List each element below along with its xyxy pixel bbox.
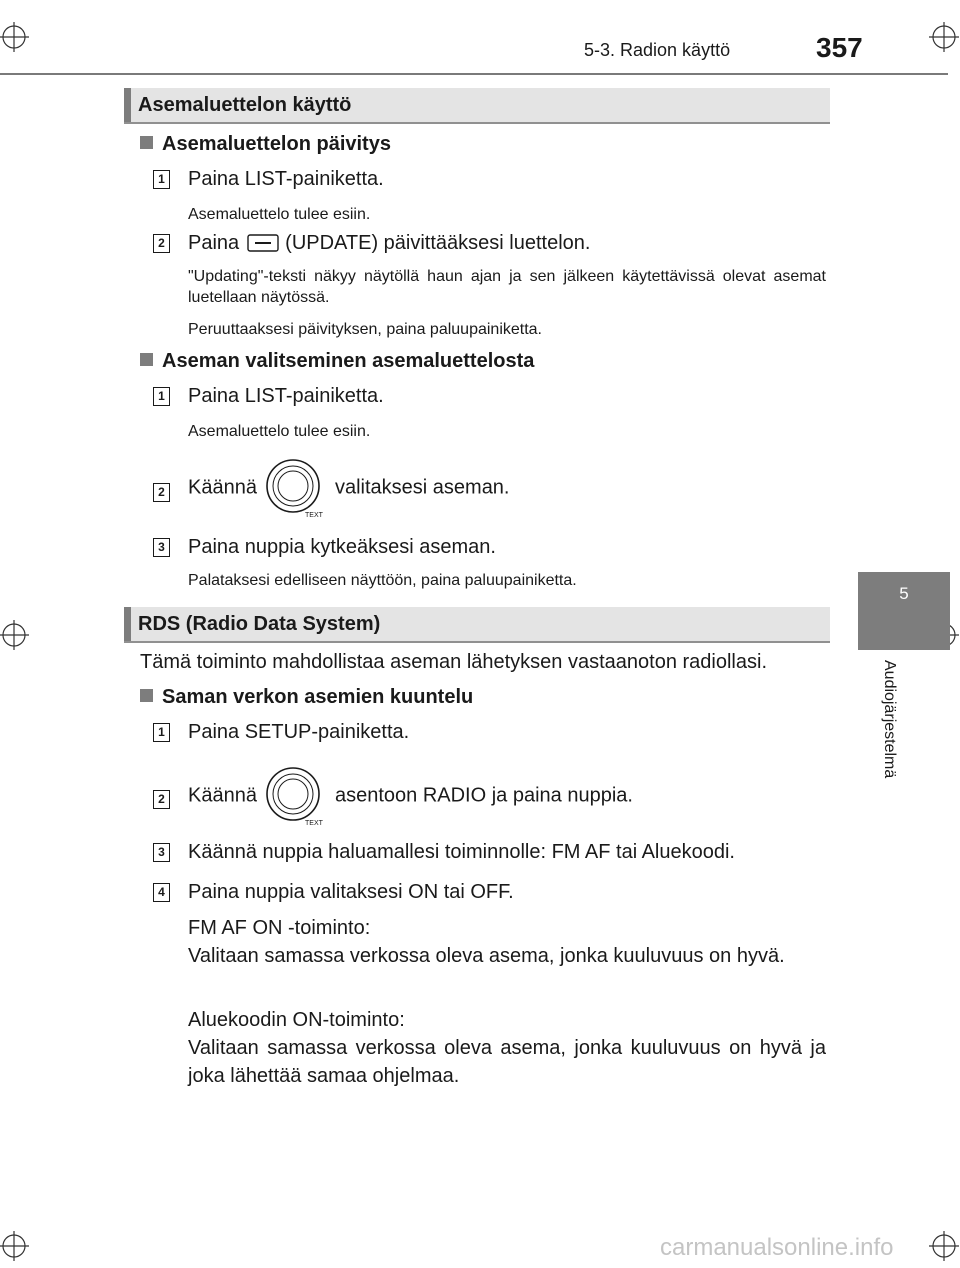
header-divider [0, 73, 948, 75]
page-number: 357 [816, 32, 863, 63]
bullet-square-icon [140, 353, 153, 366]
detail-text: Valitaan samassa verkossa oleva asema, jonka kuuluvuus on hyvä ja joka lähettää samaa ohjelmaa. [188, 1037, 826, 1087]
subsection-heading: Aseman valitseminen asemaluettelosta [140, 350, 534, 373]
step-text: Paina (UPDATE) päivittääksesi luettelon. [188, 232, 591, 254]
step-text: Paina nuppia kytkeäksesi aseman. [188, 536, 496, 558]
step-text: Käännä nuppia haluamallesi toiminnolle: FM AF tai Aluekoodi. [188, 841, 735, 863]
step-note: "Updating"-teksti näkyy näytöllä haun ajan ja sen jälkeen käytettävissä olevat asemat luetellaan näytössä. [188, 268, 826, 306]
step-number: 2 [153, 234, 170, 253]
section-header [124, 88, 830, 124]
step-text: Paina nuppia valitaksesi ON tai OFF. [188, 881, 514, 903]
update-button-icon [247, 234, 279, 252]
step-number: 2 [153, 790, 170, 809]
section-title: RDS (Radio Data System) [138, 613, 381, 635]
bullet-square-icon [140, 136, 153, 149]
chapter-tab [858, 572, 950, 650]
step-text: Paina LIST-painiketta. [188, 168, 384, 190]
registration-mark-icon [0, 1231, 29, 1261]
section-intro: Tämä toiminto mahdollistaa aseman lähetyksen vastaanoton radiollasi. [140, 651, 768, 673]
tune-knob-icon [261, 764, 329, 828]
section-header [124, 607, 830, 643]
step-number: 1 [153, 387, 170, 406]
section-accent [124, 88, 131, 122]
bullet-square-icon [140, 689, 153, 702]
step-number: 1 [153, 170, 170, 189]
subsection-heading: Saman verkon asemien kuuntelu [140, 686, 473, 709]
subsection-heading: Asemaluettelon päivitys [140, 133, 391, 156]
chapter-title-vertical [880, 660, 902, 820]
chapter-number: 5 [899, 584, 909, 603]
registration-mark-icon [0, 620, 29, 650]
tune-knob-icon [261, 456, 329, 520]
step-number: 3 [153, 843, 170, 862]
step-note: Asemaluettelo tulee esiin. [188, 423, 371, 440]
svg-text:TEXT: TEXT [304, 820, 323, 827]
step-text: Paina LIST-painiketta. [188, 385, 384, 407]
svg-text:TEXT: TEXT [304, 512, 323, 519]
section-title: Asemaluettelon käyttö [138, 94, 352, 116]
step-text: Käännä TEXT asentoon RADIO ja paina nuppia. [188, 764, 633, 828]
step-text: Käännä TEXT valitaksesi aseman. [188, 456, 510, 520]
section-accent [124, 607, 131, 641]
registration-mark-icon [929, 22, 959, 52]
step-text: Paina SETUP-painiketta. [188, 721, 410, 743]
chapter-title: Audiojärjestelmä [881, 660, 898, 779]
header-section-title: 5-3. Radion käyttö [584, 40, 731, 60]
detail-text: Valitaan samassa verkossa oleva asema, jonka kuuluvuus on hyvä. [188, 945, 785, 967]
step-number: 1 [153, 723, 170, 742]
registration-mark-icon [929, 1231, 959, 1261]
step-note: Peruuttaaksesi päivityksen, paina paluupainiketta. [188, 321, 542, 338]
step-number: 3 [153, 538, 170, 557]
step-number: 2 [153, 483, 170, 502]
detail-label: FM AF ON -toiminto: [188, 917, 371, 939]
watermark: carmanualsonline.info [660, 1234, 894, 1261]
registration-mark-icon [0, 22, 29, 52]
step-number: 4 [153, 883, 170, 902]
step-note: Palataksesi edelliseen näyttöön, paina paluupainiketta. [188, 572, 577, 589]
detail-label: Aluekoodin ON-toiminto: [188, 1009, 405, 1031]
step-note: Asemaluettelo tulee esiin. [188, 206, 371, 223]
